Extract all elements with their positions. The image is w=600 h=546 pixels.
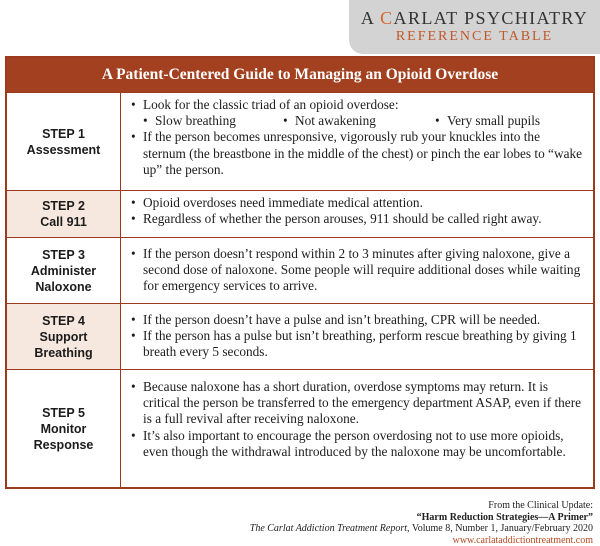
- step-row-2: [7, 190, 593, 237]
- badge-brand-c: C: [380, 8, 394, 28]
- step-number: STEP 3: [42, 247, 85, 262]
- list-item: • If the person becomes unresponsive, vigorously rub your knuckles into the sternum (the breastbone in the middle of the chest) or pinch the ear lobes to “wake up” the person.: [131, 129, 585, 178]
- step-title: Monitor: [40, 421, 87, 436]
- step-title: Call 911: [40, 215, 87, 229]
- step-row-1: [7, 92, 593, 190]
- list-item: • Because naloxone has a short duration, overdose symptoms may return. It is critical the person be transferred to the emergency department ASAP, even if there is a full revival after receiving naloxone.: [131, 379, 585, 428]
- journal-name: The Carlat Addiction Treatment Report: [249, 523, 407, 534]
- triad-item: • Very small pupils: [435, 113, 540, 129]
- table-title: A Patient-Centered Guide to Managing an Opioid Overdose: [7, 58, 593, 92]
- step-label-5: [7, 370, 121, 487]
- citation-journal: [250, 523, 593, 535]
- website-link[interactable]: www.carlataddictiontreatment.com: [452, 534, 593, 546]
- step-number: STEP 2: [42, 199, 85, 213]
- step-label-3: [7, 238, 121, 303]
- citation-article: “Harm Reduction Strategies—A Primer”: [416, 511, 593, 523]
- step-label-1: [7, 93, 121, 190]
- step-label-2: [7, 191, 121, 237]
- step-label-4: [7, 304, 121, 369]
- step-title: Support: [39, 329, 88, 344]
- step-title-2: Breathing: [34, 345, 93, 360]
- list-item: • Look for the classic triad of an opioid overdose:: [131, 97, 585, 113]
- step-number: STEP 5: [42, 405, 85, 420]
- badge-brand: [349, 8, 600, 29]
- step-title: Administer: [30, 263, 97, 278]
- step-title-2: Naloxone: [35, 279, 92, 294]
- step-content-5: [121, 370, 593, 487]
- badge-brand-rest: ARLAT PSYCHIATRY: [393, 8, 589, 28]
- step-content-3: [121, 238, 593, 303]
- step-row-4: [7, 303, 593, 369]
- step-row-5: [7, 369, 593, 487]
- list-item: • If the person has a pulse but isn’t breathing, perform rescue breathing by giving 1 breath every 5 seconds.: [131, 328, 585, 360]
- list-item: • It’s also important to encourage the person overdosing not to use more opioids, even though the withdrawal introduced by the naloxone may be uncomfortable.: [131, 428, 585, 460]
- badge-brand-a: A: [360, 8, 381, 28]
- citation-intro: From the Clinical Update:: [488, 500, 593, 511]
- reference-badge: [349, 0, 600, 54]
- step-number: STEP 1: [42, 126, 85, 141]
- step-content-2: [121, 191, 593, 237]
- step-row-3: [7, 237, 593, 303]
- step-title: Assessment: [26, 142, 101, 157]
- list-item: • If the person doesn’t have a pulse and isn’t breathing, CPR will be needed.: [131, 312, 585, 328]
- step-content-4: [121, 304, 593, 369]
- source-citation: [250, 500, 593, 546]
- journal-issue: , Volume 8, Number 1, January/February 2020: [407, 523, 593, 534]
- triad-list: [131, 113, 585, 129]
- step-number: STEP 4: [42, 313, 85, 328]
- triad-item: • Slow breathing: [143, 113, 283, 129]
- list-item: • Opioid overdoses need immediate medical attention.: [131, 195, 585, 211]
- badge-subtitle: REFERENCE TABLE: [395, 29, 554, 44]
- guide-table: [5, 56, 595, 489]
- step-title-2: Response: [33, 437, 94, 452]
- list-item: • If the person doesn’t respond within 2 to 3 minutes after giving naloxone, give a second dose of naloxone. Some people will require additional doses while waiting for emergency services to arrive.: [131, 246, 585, 295]
- list-item: • Regardless of whether the person arouses, 911 should be called right away.: [131, 211, 585, 227]
- step-content-1: [121, 93, 593, 190]
- triad-item: • Not awakening: [283, 113, 435, 129]
